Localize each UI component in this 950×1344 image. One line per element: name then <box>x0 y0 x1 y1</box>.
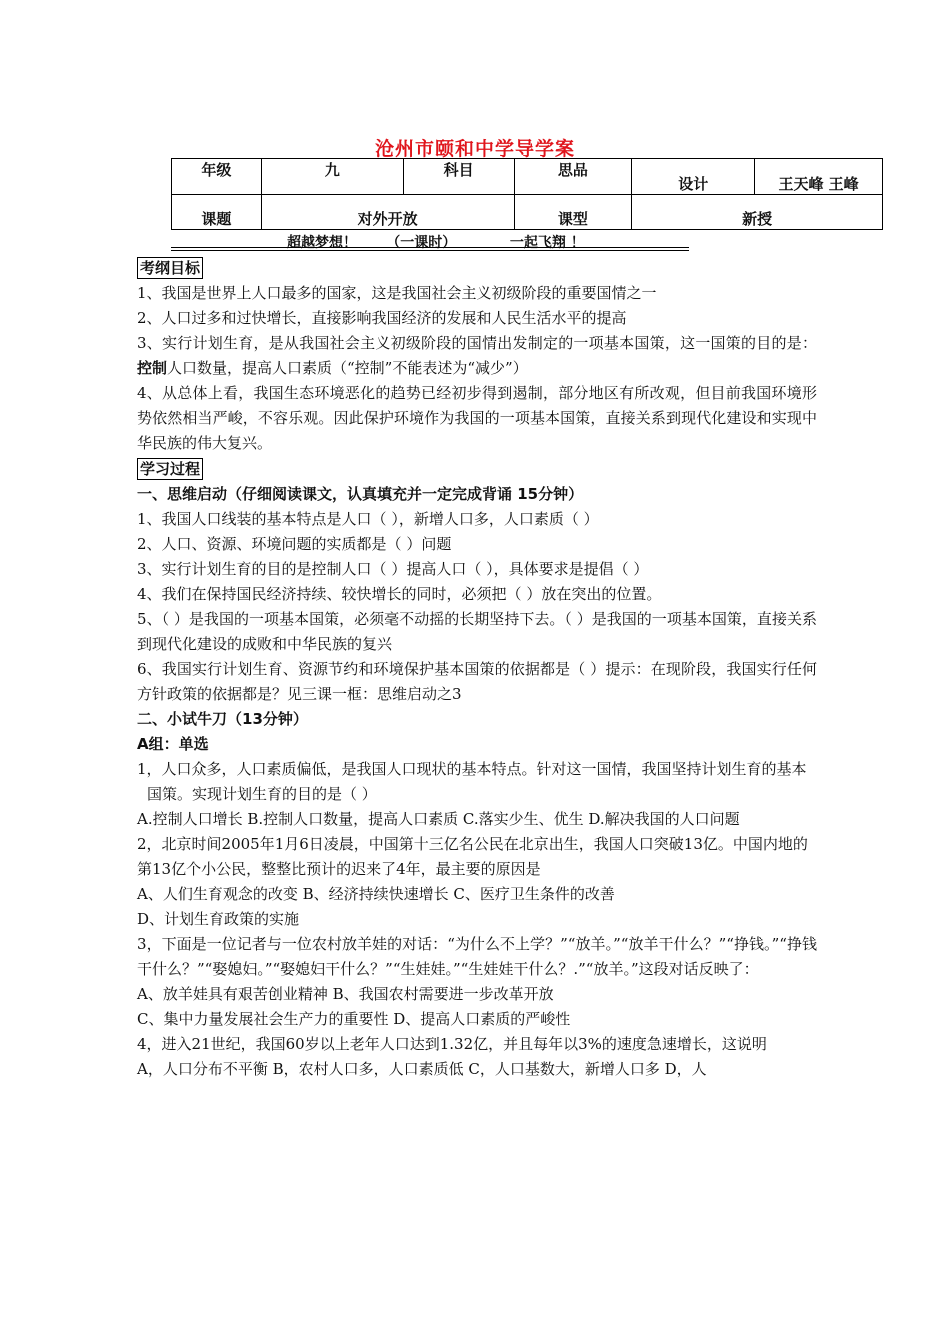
group-a-title: A组：单选 <box>137 735 209 753</box>
subject-value: 思品 <box>514 159 632 195</box>
type-value: 新授 <box>632 195 883 230</box>
fill-item-1: 1、我国人口线装的基本特点是人口（ ），新增人口多，人口素质（ ） <box>137 510 599 528</box>
fill-item-5: 5、（ ）是我国的一项基本国策，必须毫不动摇的长期坚持下去。（ ）是我国的一项基本国策，直接关系到现代化建设的成败和中华民族的复兴 <box>137 610 817 653</box>
fill-item-6: 6、我国实行计划生育、资源节约和环境保护基本国策的依据都是（ ）提示：在现阶段，我国实行任何方针政策的依据都是？见三课一框：思维启动之3 <box>137 660 817 703</box>
motto-underline <box>171 247 689 248</box>
question-2: 2，北京时间2005年1月6日凌晨，中国第十三亿名公民在北京出生，我国人口突破13亿。中国内地的第13亿个小公民，整整比预计的迟来了4年，最主要的原因是 <box>137 835 808 878</box>
syllabus-item-3-keyword: 控制 <box>137 359 168 377</box>
syllabus-item-2: 2、人口过多和过快增长，直接影响我国经济的发展和人民生活水平的提高 <box>137 309 627 327</box>
grade-value: 九 <box>261 159 403 195</box>
content-body <box>137 255 817 1082</box>
question-4: 4，进入21世纪，我国60岁以上老年人口达到1.32亿，并且每年以3%的速度急速增长，这说明 <box>137 1035 767 1053</box>
syllabus-item-1: 1、我国是世界上人口最多的国家，这是我国社会主义初级阶段的重要国情之一 <box>137 284 657 302</box>
part1-title: 一、思维启动（仔细阅读课文，认真填充并一定完成背诵 15分钟） <box>137 485 584 503</box>
question-3-options-2: C、集中力量发展社会生产力的重要性 D、提高人口素质的严峻性 <box>137 1010 571 1028</box>
question-1: 1，人口众多，人口素质偏低，是我国人口现状的基本特点。针对这一国情，我国坚持计划生育的基本国策。实现计划生育的目的是（ ） <box>137 760 807 803</box>
info-table <box>171 158 883 230</box>
design-label: 设计 <box>632 159 755 195</box>
type-label: 课型 <box>514 195 632 230</box>
section-heading-syllabus: 考纲目标 <box>137 257 203 279</box>
fill-item-4: 4、我们在保持国民经济持续、较快增长的同时，必须把（ ）放在突出的位置。 <box>137 585 662 603</box>
syllabus-item-4: 4、从总体上看，我国生态环境恶化的趋势已经初步得到遏制，部分地区有所改观，但目前我国环境形势依然相当严峻，不容乐观。因此保护环境作为我国的一项基本国策，直接关系到现代化建设和实现中华民族的伟大复兴。 <box>137 384 817 452</box>
document-title: 沧州市颐和中学导学案 <box>374 138 575 160</box>
fill-item-3: 3、实行计划生育的目的是控制人口（ ）提高人口（ ），具体要求是提倡（ ） <box>137 560 649 578</box>
motto: 超越梦想！ （一课时） 一起飞翔 ！ <box>287 235 585 251</box>
grade-label: 年级 <box>172 159 262 195</box>
motto-underline-second <box>171 250 689 251</box>
design-value: 王天峰 王峰 <box>755 159 883 195</box>
section-heading-process: 学习过程 <box>137 458 203 480</box>
syllabus-item-3-text: 3、实行计划生育，是从我国社会主义初级阶段的国情出发制定的一项基本国策，这一国策的目的是： <box>137 334 817 352</box>
part2-title: 二、小试牛刀（13分钟） <box>137 710 308 728</box>
question-2-options-2: D、计划生育政策的实施 <box>137 910 300 928</box>
syllabus-item-3 <box>137 331 817 381</box>
question-3: 3，下面是一位记者与一位农村放羊娃的对话：“为什么不上学？”“放羊。”“放羊干什么？”“挣钱。”“挣钱干什么？”“娶媳妇。”“娶媳妇干什么？”“生娃娃。”“生娃娃干什么？.”“放羊。”这段对话反映了： <box>137 935 817 978</box>
topic-value: 对外开放 <box>261 195 514 230</box>
question-1-options: A.控制人口增长 B.控制人口数量，提高人口素质 C.落实少生、优生 D.解决我国的人口问题 <box>137 810 740 828</box>
question-3-options-1: A、放羊娃具有艰苦创业精神 B、我国农村需要进一步改革开放 <box>137 985 554 1003</box>
question-4-options: A，人口分布不平衡 B，农村人口多，人口素质低 C，人口基数大，新增人口多 D，人 <box>137 1060 707 1078</box>
syllabus-item-3-rest: 人口数量，提高人口素质（“控制”不能表述为“减少”） <box>167 359 528 377</box>
question-2-options-1: A、人们生育观念的改变 B、经济持续快速增长 C、医疗卫生条件的改善 <box>137 885 615 903</box>
subject-label: 科目 <box>403 159 514 195</box>
topic-label: 课题 <box>172 195 262 230</box>
fill-item-2: 2、人口、资源、环境问题的实质都是（ ）问题 <box>137 535 452 553</box>
